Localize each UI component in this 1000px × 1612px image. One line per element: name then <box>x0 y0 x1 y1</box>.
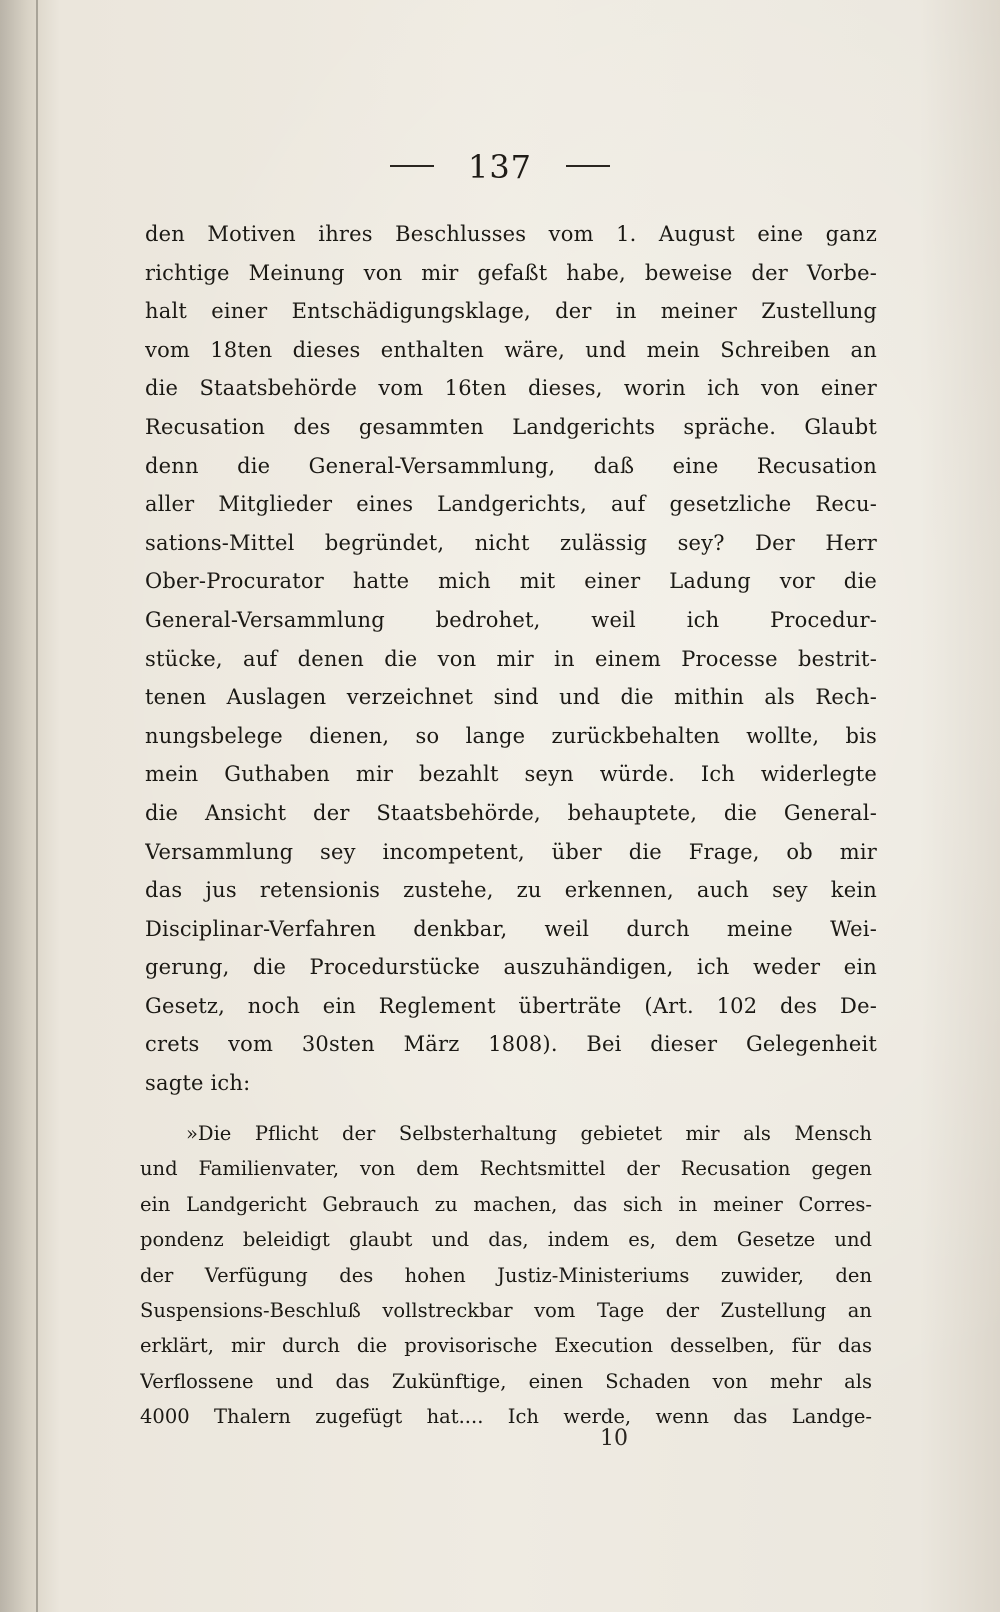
text-line: das jus retensionis zustehe, zu erkennen, auch sey kein <box>145 878 877 903</box>
quote-line: der Verfügung des hohen Justiz-Ministeriums zuwider, den <box>140 1263 872 1287</box>
text-line: crets vom 30sten März 1808). Bei dieser Gelegenheit <box>145 1032 877 1057</box>
quote-line: Suspensions-Beschluß vollstreckbar vom Tage der Zustellung an <box>140 1298 872 1322</box>
text-line: Versammlung sey incompetent, über die Frage, ob mir <box>145 839 877 864</box>
quote-line: 4000 Thalern zugefügt hat.... Ich werde, wenn das Landge- <box>140 1405 872 1429</box>
quote-line: »Die Pflicht der Selbsterhaltung gebietet mir als Mensch <box>186 1122 872 1145</box>
page-header <box>0 148 1000 186</box>
quote-line: erklärt, mir durch die provisorische Execution desselben, für das <box>140 1334 872 1358</box>
quote-line: ein Landgericht Gebrauch zu machen, das sich in meiner Corres- <box>140 1192 872 1216</box>
text-line: halt einer Entschädigungsklage, der in meiner Zustellung <box>145 299 877 324</box>
signature-mark: 10 <box>600 1426 628 1451</box>
text-line: den Motiven ihres Beschlusses vom 1. August eine ganz <box>145 222 877 246</box>
text-line: Ober-Procurator hatte mich mit einer Ladung vor die <box>145 569 877 594</box>
text-line: Recusation des gesammten Landgerichts spräche. Glaubt <box>145 414 877 439</box>
page-number: 137 <box>467 148 533 186</box>
text-line: mein Guthaben mir bezahlt seyn würde. Ich widerlegte <box>145 762 877 787</box>
text-line: stücke, auf denen die von mir in einem Processe bestrit- <box>145 646 877 671</box>
text-line: vom 18ten dieses enthalten wäre, und mein Schreiben an <box>145 337 877 362</box>
text-line: sations-Mittel begründet, nicht zulässig sey? Der Herr <box>145 530 877 555</box>
text-line: die Staatsbehörde vom 16ten dieses, worin ich von einer <box>145 376 877 401</box>
quoted-passage <box>140 1116 872 1435</box>
quote-line: Verflossene und das Zukünftige, einen Schaden von mehr als <box>140 1369 872 1393</box>
text-line: Gesetz, noch ein Reglement überträte (Art. 102 des De- <box>145 993 877 1018</box>
text-line: nungsbelege dienen, so lange zurückbehalten wollte, bis <box>145 723 877 748</box>
binding-gutter <box>36 0 38 1612</box>
quote-line: pondenz beleidigt glaubt und das, indem es, dem Gesetze und <box>140 1228 872 1252</box>
header-dash-right <box>566 165 610 167</box>
text-line: aller Mitglieder eines Landgerichts, auf gesetzliche Recu- <box>145 492 877 517</box>
text-line: Disciplinar-Verfahren denkbar, weil durch meine Wei- <box>145 916 877 941</box>
main-paragraph <box>145 215 877 1103</box>
text-line: General-Versammlung bedrohet, weil ich Procedur- <box>145 607 877 632</box>
text-line: gerung, die Procedurstücke auszuhändigen, ich weder ein <box>145 955 877 980</box>
text-line: richtige Meinung von mir gefaßt habe, beweise der Vorbe- <box>145 260 877 285</box>
quote-line: und Familienvater, von dem Rechtsmittel der Recusation gegen <box>140 1157 872 1181</box>
text-line: denn die General-Versammlung, daß eine Recusation <box>145 453 877 478</box>
header-dash-left <box>390 165 434 167</box>
text-line: tenen Auslagen verzeichnet sind und die mithin als Rech- <box>145 685 877 710</box>
text-line: die Ansicht der Staatsbehörde, behauptete, die General- <box>145 800 877 825</box>
text-line: sagte ich: <box>145 1071 251 1096</box>
